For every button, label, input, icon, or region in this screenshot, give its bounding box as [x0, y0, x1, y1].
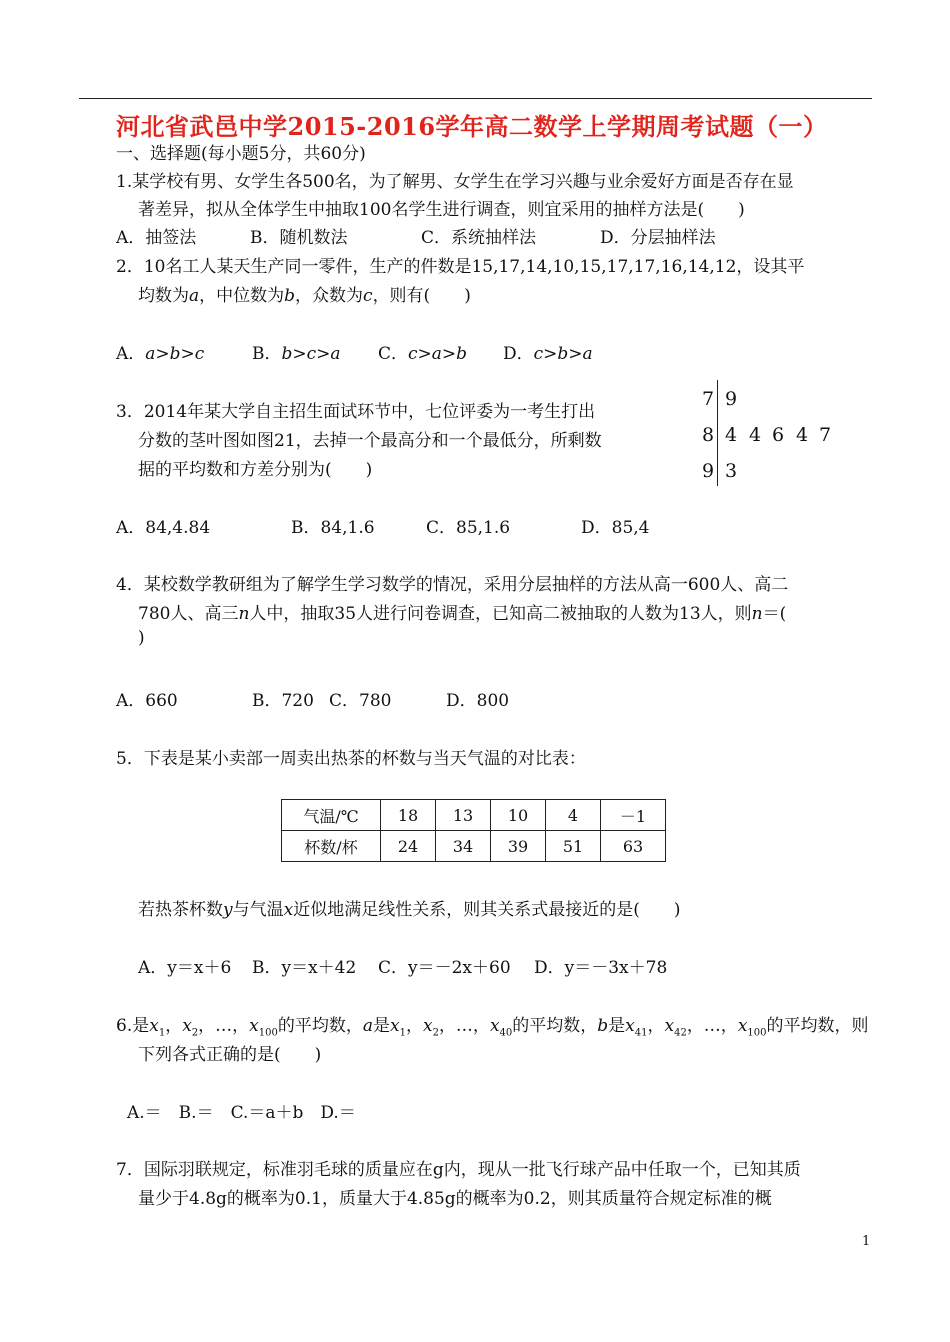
q5-option-b: B．y＝x＋42 — [252, 958, 357, 978]
table-cell: 63 — [601, 831, 666, 862]
q6-line2: 下列各式正确的是( ) — [138, 1045, 322, 1065]
q6-line1: 6.是$x_1$，$x_2$，…，$x_{100}$的平均数，a是$x_1$，$x_2$，…，$x_{40}$的平均数，b是$x_{41}$，$x_{42}$，…，$x_{100}$的平均数，则 — [116, 1016, 869, 1039]
q2-option-b: B．b>c>a — [252, 344, 341, 364]
q4-option-b: B．720 — [252, 691, 314, 711]
q5-option-c: C．y＝－2x＋60 — [378, 958, 511, 978]
q4-option-d: D．800 — [446, 691, 510, 711]
q2-option-a: A．a>b>c — [116, 344, 205, 364]
table-cell: 24 — [381, 831, 436, 862]
table-cell: 39 — [491, 831, 546, 862]
q3-option-c: C．85,1.6 — [426, 518, 511, 538]
leaf-8-3: 6 — [772, 424, 785, 446]
q7-line2: 量少于4.8g的概率为0.1，质量大于4.85g的概率为0.2，则其质量符合规定标准的概 — [138, 1189, 772, 1209]
temperature-cups-table — [281, 799, 666, 862]
q2-option-d: D．c>b>a — [503, 344, 593, 364]
q2-option-c: C．c>a>b — [378, 344, 468, 364]
leaf-9-1: 3 — [725, 460, 738, 482]
q5-line2: 若热茶杯数y与气温x近似地满足线性关系，则其关系式最接近的是( ) — [138, 900, 681, 920]
table-row — [282, 831, 666, 862]
q1-option-d: D．分层抽样法 — [600, 228, 716, 248]
q2-line2: 均数为a，中位数为b，众数为c，则有( ) — [138, 286, 471, 306]
stem-7: 7 — [702, 388, 715, 410]
table-cell: 10 — [491, 800, 546, 831]
table-cell: 18 — [381, 800, 436, 831]
q2-line1: 2．10名工人某天生产同一零件，生产的件数是15,17,14,10,15,17,17,16,14,12，设其平 — [116, 257, 805, 277]
section-heading: 一、选择题(每小题5分，共60分) — [116, 144, 366, 164]
stem-9: 9 — [702, 460, 715, 482]
table-cell: 34 — [436, 831, 491, 862]
leaf-8-4: 4 — [796, 424, 809, 446]
table-row — [282, 800, 666, 831]
leaf-8-2: 4 — [749, 424, 762, 446]
table-cell: 51 — [546, 831, 601, 862]
q1-line1: 1.某学校有男、女学生各500名，为了解男、女学生在学习兴趣与业余爱好方面是否存在显 — [116, 172, 794, 192]
q3-line2: 分数的茎叶图如图21，去掉一个最高分和一个最低分，所剩数 — [138, 431, 602, 451]
q3-line1: 3．2014年某大学自主招生面试环节中，七位评委为一考生打出 — [116, 402, 596, 422]
q4-line1: 4．某校数学教研组为了解学生学习数学的情况，采用分层抽样的方法从高一600人、高二 — [116, 575, 789, 595]
q1-option-b: B．随机数法 — [250, 228, 348, 248]
q7-line1: 7．国际羽联规定，标准羽毛球的质量应在g内，现从一批飞行球产品中任取一个，已知其质 — [116, 1160, 801, 1180]
q4-line3: ) — [138, 628, 145, 648]
q3-option-d: D．85,4 — [581, 518, 650, 538]
q3-option-a: A．84,4.84 — [116, 518, 211, 538]
table-cell: 气温/℃ — [282, 800, 381, 831]
stem-8: 8 — [702, 424, 715, 446]
q5-option-d: D．y＝－3x＋78 — [534, 958, 668, 978]
q4-line2: 780人、高三n人中，抽取35人进行问卷调查，已知高二被抽取的人数为13人，则n＝( — [138, 604, 787, 624]
leaf-7-1: 9 — [725, 388, 738, 410]
q4-option-c: C．780 — [329, 691, 392, 711]
q1-option-c: C．系统抽样法 — [421, 228, 537, 248]
stem-leaf-divider — [717, 380, 718, 486]
q3-line3: 据的平均数和方差分别为( ) — [138, 460, 373, 480]
leaf-8-1: 4 — [725, 424, 738, 446]
q3-option-b: B．84,1.6 — [291, 518, 375, 538]
table-cell: －1 — [601, 800, 666, 831]
header-rule — [79, 98, 872, 99]
q1-option-a: A．抽签法 — [116, 228, 197, 248]
q5-line1: 5．下表是某小卖部一周卖出热茶的杯数与当天气温的对比表： — [116, 749, 586, 769]
q6-options: A.＝ B.＝ C.＝a＋b D.＝ — [127, 1103, 356, 1123]
table-cell: 4 — [546, 800, 601, 831]
table-cell: 13 — [436, 800, 491, 831]
table-cell: 杯数/杯 — [282, 831, 381, 862]
page-title: 河北省武邑中学2015-2016学年高二数学上学期周考试题（一） — [116, 112, 828, 141]
q4-option-a: A．660 — [116, 691, 178, 711]
q1-line2: 著差异，拟从全体学生中抽取100名学生进行调查，则宜采用的抽样方法是( ) — [138, 200, 745, 220]
q5-option-a: A．y＝x＋6 — [138, 958, 232, 978]
leaf-8-5: 7 — [819, 424, 832, 446]
page-number: 1 — [862, 1234, 871, 1249]
